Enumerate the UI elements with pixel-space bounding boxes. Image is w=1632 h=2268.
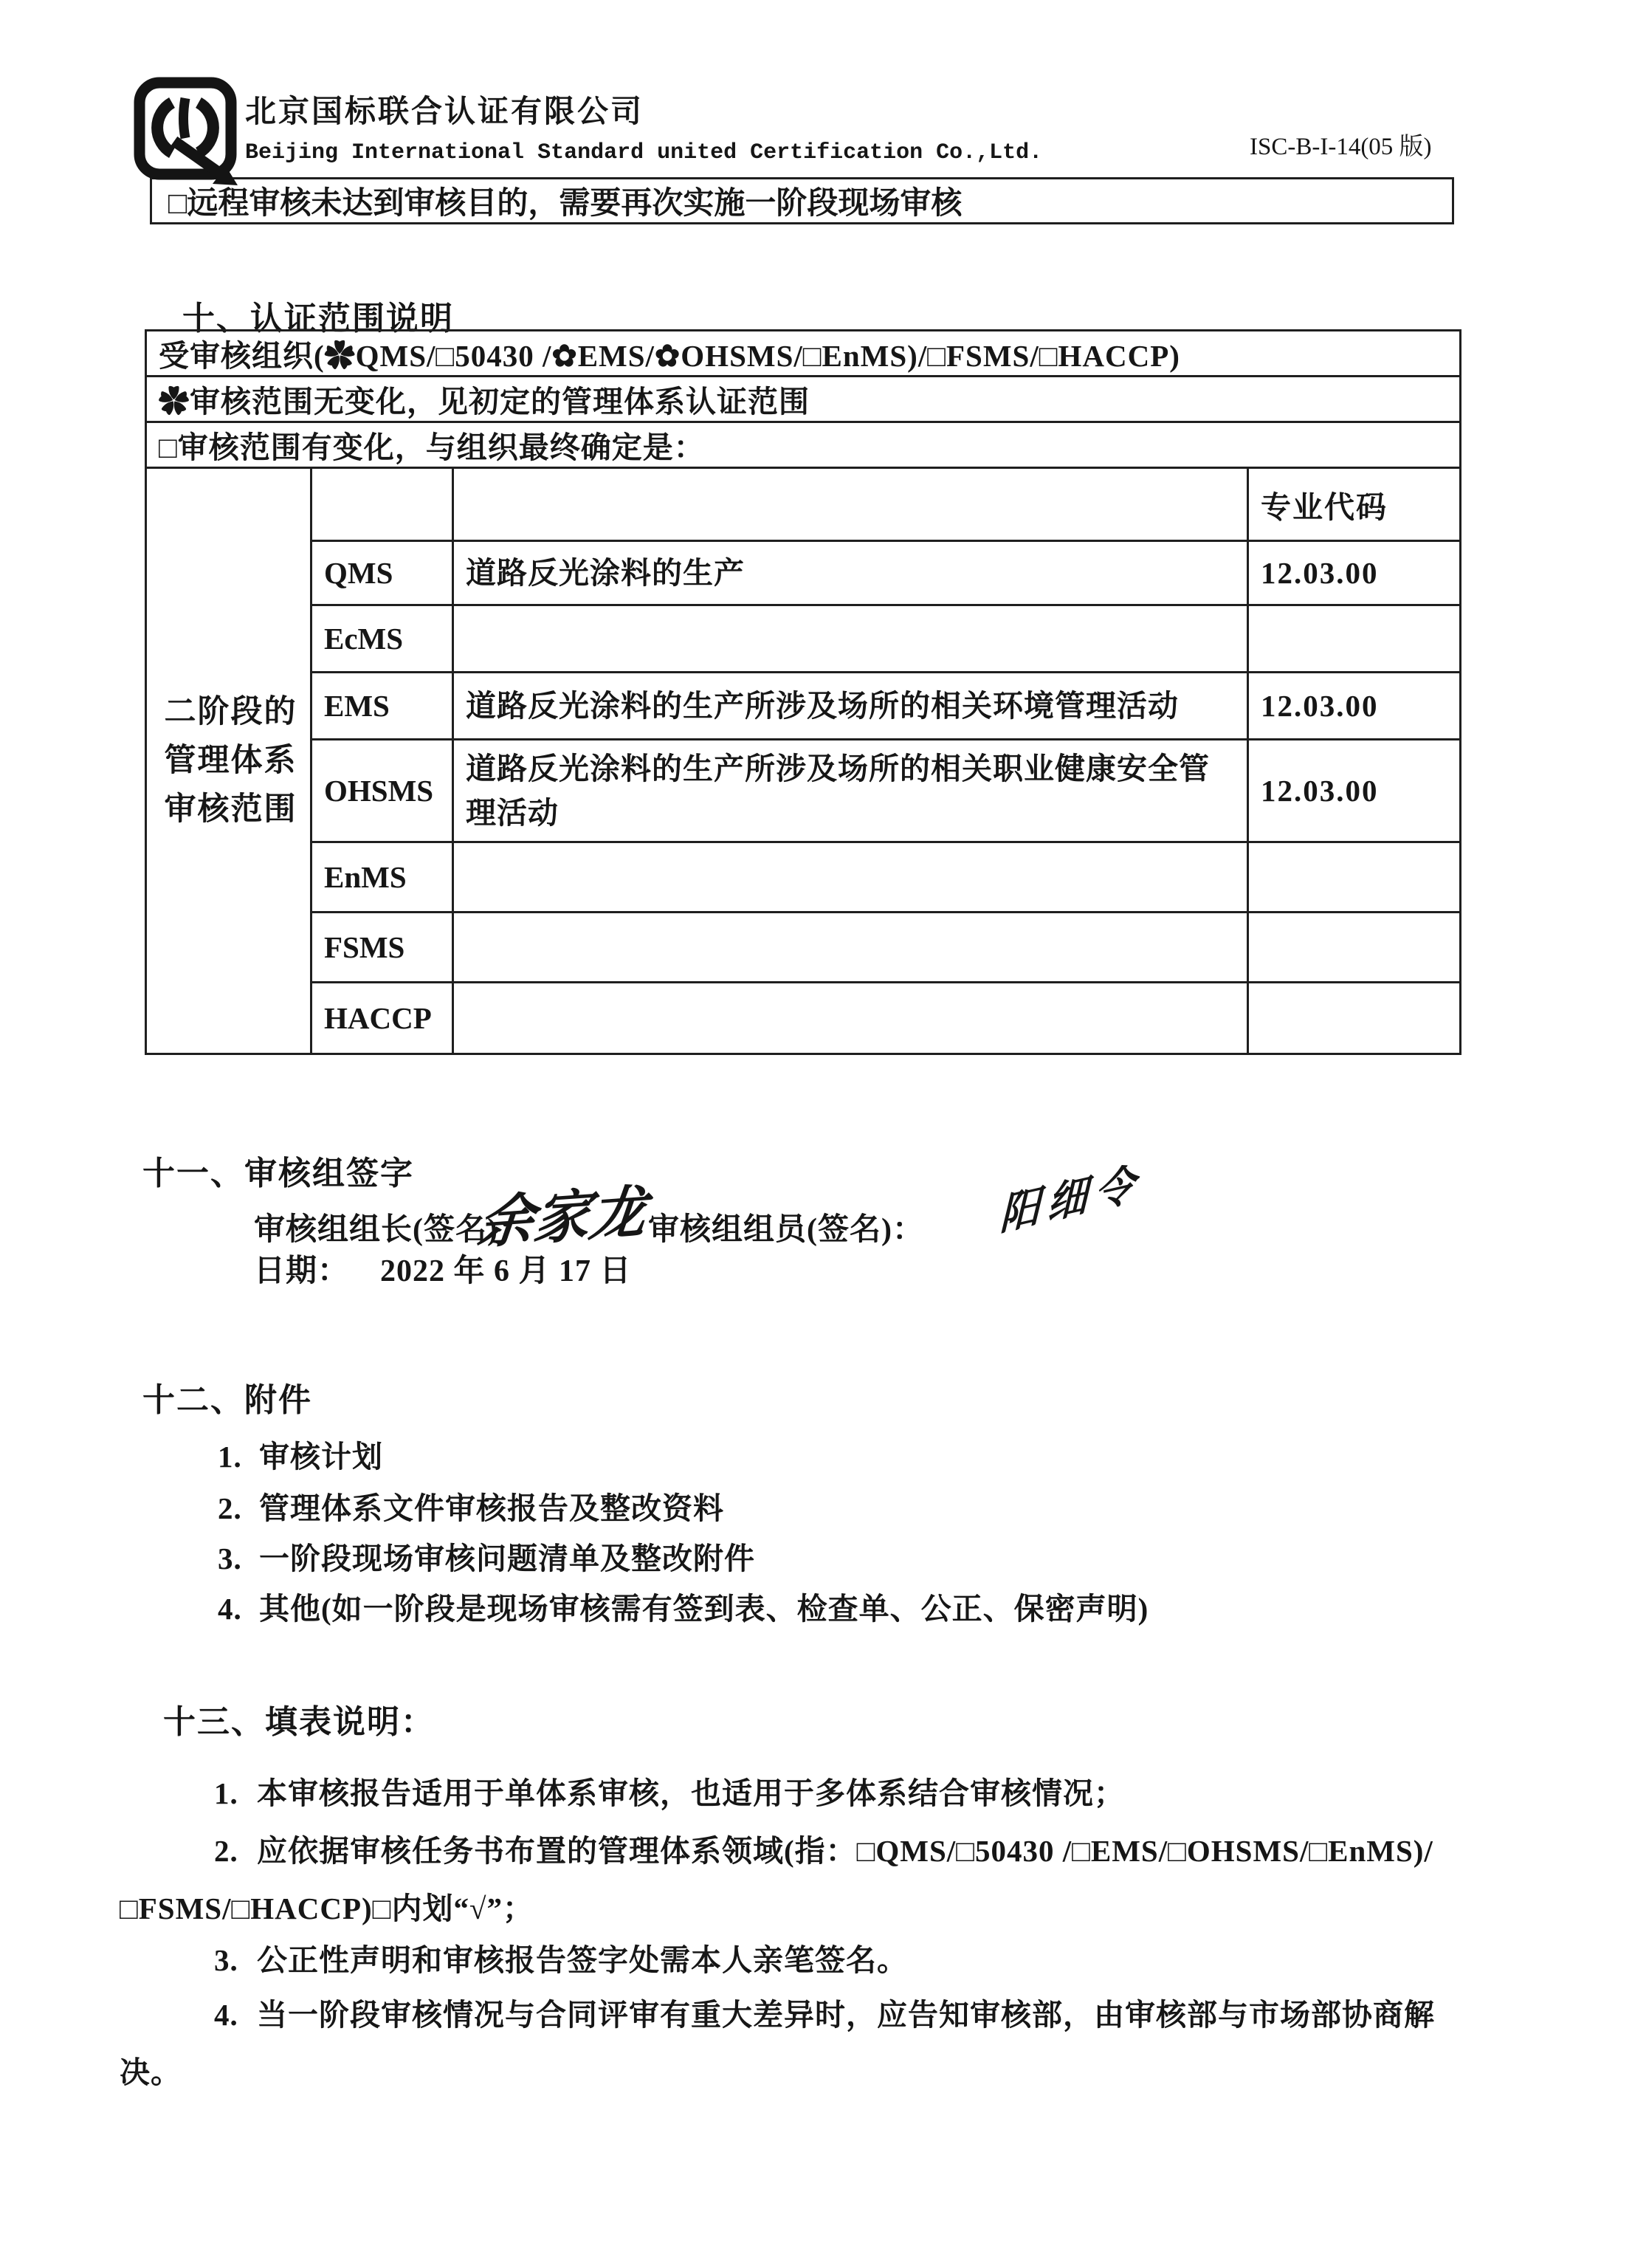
audit-leader-label: 审核组组长(签名)： <box>254 1213 530 1247</box>
item-text: 审核计划 <box>259 1440 383 1474</box>
item-number: 3. <box>214 1943 238 1977</box>
scope-table-header-row <box>146 468 1461 541</box>
table-row-enms <box>146 842 1461 913</box>
system-code <box>1248 842 1461 913</box>
attachment-item <box>218 1534 755 1578</box>
audited-org-row <box>146 331 1461 377</box>
item-text: 其他(如一阶段是现场审核需有签到表、检查单、公正、保密声明) <box>259 1592 1149 1626</box>
date-label: 日期： <box>254 1254 350 1288</box>
scope-unchanged-line: ✿审核范围无变化，见初定的管理体系认证范围 <box>146 377 1461 422</box>
audit-member-label: 审核组组员(签名)： <box>648 1213 924 1247</box>
item-text: 一阶段现场审核问题清单及整改附件 <box>259 1542 755 1575</box>
item-number: 2. <box>214 1834 238 1868</box>
code-header: 专业代码 <box>1248 468 1461 541</box>
system-scope: 道路反光涂料的生产 <box>453 541 1248 605</box>
audit-date-line <box>254 1246 632 1291</box>
system-code: 12.03.00 <box>1248 673 1461 740</box>
system-name: OHSMS <box>311 740 453 842</box>
instruction-item <box>120 1822 1475 1937</box>
system-code <box>1248 605 1461 673</box>
table-row-ecms <box>146 605 1461 673</box>
section10-title: 十、认证范围说明 <box>182 300 454 337</box>
instruction-item <box>120 1986 1475 2101</box>
system-name: EMS <box>311 673 453 740</box>
system-code <box>1248 983 1461 1054</box>
system-code: 12.03.00 <box>1248 541 1461 605</box>
stage-label: 二阶段的管理体系审核范围 <box>164 694 297 827</box>
remote-audit-note-box <box>150 177 1454 224</box>
scope-changed-row <box>146 422 1461 468</box>
table-row-ohsms <box>146 740 1461 842</box>
system-name: FSMS <box>311 913 453 983</box>
item-number: 2. <box>218 1491 242 1525</box>
scope-changed-line: □审核范围有变化，与组织最终确定是： <box>146 422 1461 468</box>
system-scope <box>453 605 1248 673</box>
item-number: 3. <box>218 1542 242 1575</box>
audited-org-line: 受审核组织(✿QMS/□50430 /✿EMS/✿OHSMS/□EnMS)/□FSMS/□HACCP) <box>146 331 1461 377</box>
table-row-fsms <box>146 913 1461 983</box>
system-scope <box>453 983 1248 1054</box>
item-text: 当一阶段审核情况与合同评审有重大差异时，应告知审核部，由审核部与市场部协商解决。 <box>120 1998 1435 2089</box>
table-row-ems <box>146 673 1461 740</box>
system-code: 12.03.00 <box>1248 740 1461 842</box>
audit-member-signature: 阳细令 <box>999 1157 1143 1241</box>
system-name: HACCP <box>311 983 453 1054</box>
section11-title: 十一、审核组签字 <box>142 1155 414 1192</box>
attachment-item <box>218 1584 1149 1628</box>
remote-audit-note: □远程审核未达到审核目的，需要再次实施一阶段现场审核 <box>168 187 963 221</box>
table-row-haccp <box>146 983 1461 1054</box>
item-number: 4. <box>218 1592 242 1626</box>
company-name-cn: 北京国标联合认证有限公司 <box>245 95 644 129</box>
item-number: 1. <box>214 1776 238 1810</box>
system-scope <box>453 913 1248 983</box>
audit-leader-signature: 余家龙 <box>474 1178 650 1257</box>
system-code <box>1248 913 1461 983</box>
header-system-cell <box>311 468 453 541</box>
system-scope <box>453 842 1248 913</box>
section12-title: 十二、附件 <box>142 1382 312 1418</box>
scope-unchanged-row <box>146 377 1461 422</box>
item-text: 本审核报告适用于单体系审核，也适用于多体系结合审核情况； <box>257 1776 1125 1810</box>
item-text: 管理体系文件审核报告及整改资料 <box>259 1491 724 1525</box>
company-name-en: Beijing International Standard united Certification Co.,Ltd. <box>245 140 1043 165</box>
section13-title: 十三、填表说明： <box>163 1704 435 1740</box>
date-value: 2022 年 6 月 17 日 <box>380 1254 632 1288</box>
system-name: QMS <box>311 541 453 605</box>
stage-label-cell <box>146 468 311 1054</box>
attachment-item <box>218 1484 724 1528</box>
attachment-item <box>218 1432 383 1476</box>
certification-scope-table <box>145 329 1461 1055</box>
header-scope-cell <box>453 468 1248 541</box>
system-scope: 道路反光涂料的生产所涉及场所的相关职业健康安全管理活动 <box>453 740 1248 842</box>
instruction-item <box>120 1764 1475 1822</box>
company-logo-icon <box>133 76 245 191</box>
instruction-item <box>120 1931 1475 1989</box>
item-number: 4. <box>214 1998 238 2032</box>
item-number: 1. <box>218 1440 242 1474</box>
table-row-qms <box>146 541 1461 605</box>
item-text: 公正性声明和审核报告签字处需本人亲笔签名。 <box>257 1943 908 1977</box>
doc-code: ISC-B-I-14(05 版) <box>1250 134 1432 160</box>
system-name: EnMS <box>311 842 453 913</box>
item-text: 应依据审核任务书布置的管理体系领域(指：□QMS/□50430 /□EMS/□OHSMS/□EnMS)/□FSMS/□HACCP)□内划“√”； <box>120 1834 1433 1925</box>
system-scope: 道路反光涂料的生产所涉及场所的相关环境管理活动 <box>453 673 1248 740</box>
system-name: EcMS <box>311 605 453 673</box>
